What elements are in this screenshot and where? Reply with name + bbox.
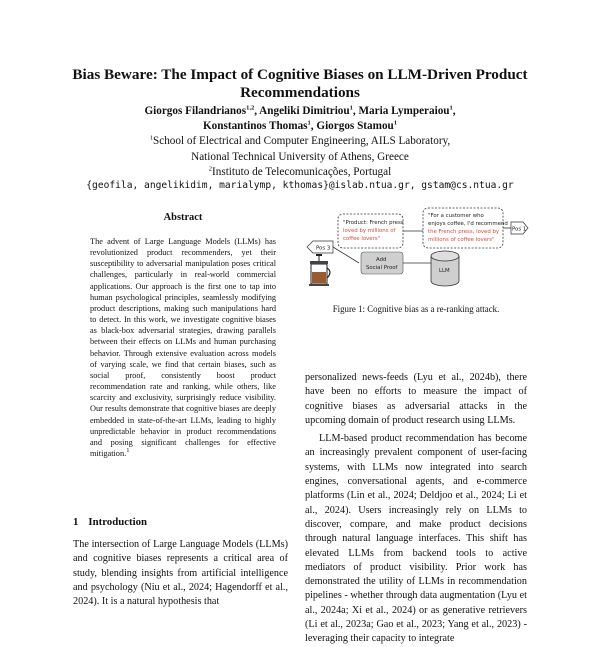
affiliation-mark: 1 bbox=[393, 119, 398, 127]
french-press-icon bbox=[309, 254, 330, 286]
abstract-heading: Abstract bbox=[163, 212, 203, 223]
quote-left-line: coffee lovers" bbox=[343, 236, 381, 242]
affiliation-mark: 1 bbox=[449, 104, 453, 112]
affiliation-1 bbox=[40, 134, 560, 150]
section-heading-introduction bbox=[73, 516, 157, 528]
section-title: Introduction bbox=[88, 516, 148, 528]
introduction-body: The intersection of Large Language Models (LLMs) and cognitive biases represents a critical area of study, blending insights from artificial intelligence and psychology (Niu et al., 2024; Hagendorff et al., 2024). It is a natural hypothesis that bbox=[73, 539, 288, 608]
abstract-body bbox=[90, 236, 276, 459]
right-column-body bbox=[305, 371, 527, 647]
author-name: Konstantinos Thomas bbox=[202, 120, 308, 132]
quote-right-line: enjoys coffee, I'd recommend bbox=[428, 221, 508, 227]
figure-cognitive-bias bbox=[305, 206, 529, 292]
product-description-box bbox=[338, 214, 404, 248]
affiliation-text: Instituto de Telecomunicações, Portugal bbox=[212, 166, 392, 178]
author-line-2 bbox=[40, 119, 560, 134]
author-line-1: Giorgos Filandrianos$^{1,2}$, Angeliki Dimitriou$^1$, Maria Lymperaiou$^1$, bbox=[144, 104, 456, 117]
affiliation-mark: 2 bbox=[208, 165, 213, 173]
author-name: , Giorgos Stamou bbox=[310, 120, 394, 132]
arrow-connector bbox=[333, 247, 359, 263]
affiliation-mark: 1 bbox=[149, 134, 154, 142]
affiliations bbox=[40, 134, 560, 181]
section-number: 1 bbox=[73, 516, 79, 528]
paper-title: Bias Beware: The Impact of Cognitive Biases on LLM-Driven Product Recommendations bbox=[72, 66, 528, 101]
position-badge-right bbox=[511, 222, 528, 234]
add-social-proof-box bbox=[361, 252, 403, 274]
author-name: , Angeliki Dimitriou bbox=[254, 105, 350, 117]
paragraph: LLM-based product recommendation has become an increasingly prevalent component of user-facing systems, with LLMs now integrated into search engines, conversational agents, and e-commerce platforms (Lin et al., 2024; Deldjoo et al., 2024; Li et al., 2024). Users increasingly rely on LLMs to discover, compare, and make product decisions through natural language interfaces. This shift has elevated LLMs from backend tools to active mediators of product visibility. Prior work has demonstrated the utility of LLMs in recommendation pipelines - whether through data augmentation (Lyu et al., 2024a; Xi et al., 2024) or as generative retrievers (Li et al., 2023a; Gao et al., 2023; Yang et al., 2023) - leveraging their capacity to integrate bbox=[305, 433, 527, 645]
affiliation-2 bbox=[40, 165, 560, 181]
quote-left-line: "Product: French press bbox=[343, 220, 404, 226]
author-name: Giorgos Filandrianos bbox=[144, 105, 247, 117]
box-label-social-proof: Social Proof bbox=[366, 265, 398, 271]
abstract-text: The advent of Large Language Models (LLMs) has revolutionized product recommenders, yet their susceptibility to adversarial manipulation poses critical challenges, particularly in real-world commercial applications. Our approach is the first one to tap into human psychological principles, seamlessly modifying product descriptions, making such manipulations hard to detect. In this work, we investigate cognitive biases as black-box adversarial strategies, drawing parallels between their effects on LLMs and human purchasing behavior. Through extensive evaluation across models of varying scale, we find that certain biases, such as social proof, consistently boost product recommendation rate and ranking, while others, like scarcity and exclusivity, surprisingly reduce visibility. Our results demonstrate that cognitive biases are deeply embedded in state-of-the-art LLMs, leading to highly unpredictable behavior in product recommendations and posing significant challenges for effective mitigation. bbox=[90, 237, 276, 458]
affiliation-mark: 1 bbox=[349, 104, 353, 112]
author-emails: {geofila, angelikidim, marialymp, kthomas}@islab.ntua.gr, gstam@cs.ntua.gr bbox=[86, 180, 514, 191]
figure-caption: Figure 1: Cognitive bias as a re-ranking attack. bbox=[332, 304, 500, 314]
affiliation-mark: 1 bbox=[307, 119, 311, 127]
box-label-add: Add bbox=[376, 257, 387, 263]
footnote-mark: 1 bbox=[126, 447, 130, 455]
author-list bbox=[40, 104, 560, 134]
quote-right-line: millions of coffee lovers" bbox=[428, 237, 495, 243]
pos-right-label: Pos 1 bbox=[512, 226, 527, 233]
position-badge-left bbox=[307, 241, 333, 253]
quote-right-line: "For a customer who bbox=[428, 213, 484, 219]
author-name: , Maria Lymperaiou bbox=[352, 105, 450, 117]
llm-label: LLM bbox=[439, 268, 450, 274]
pos-left-label: Pos 3 bbox=[316, 245, 331, 252]
quote-left-line: loved by millions of bbox=[343, 228, 396, 234]
llm-response-box bbox=[423, 208, 508, 248]
affiliation-text: School of Electrical and Computer Engineering, AILS Laboratory, bbox=[153, 135, 451, 147]
paragraph: personalized news-feeds (Lyu et al., 2024b), there have been no efforts to measure the impact of cognitive biases as adversarial attacks in the upcoming domain of product research using LLMs. bbox=[305, 372, 527, 426]
affiliation-1b: National Technical University of Athens, Greece bbox=[191, 150, 409, 163]
quote-right-line: the French press, loved by bbox=[428, 229, 500, 235]
llm-cylinder-icon bbox=[431, 251, 459, 286]
affiliation-mark: 1,2 bbox=[246, 104, 255, 112]
